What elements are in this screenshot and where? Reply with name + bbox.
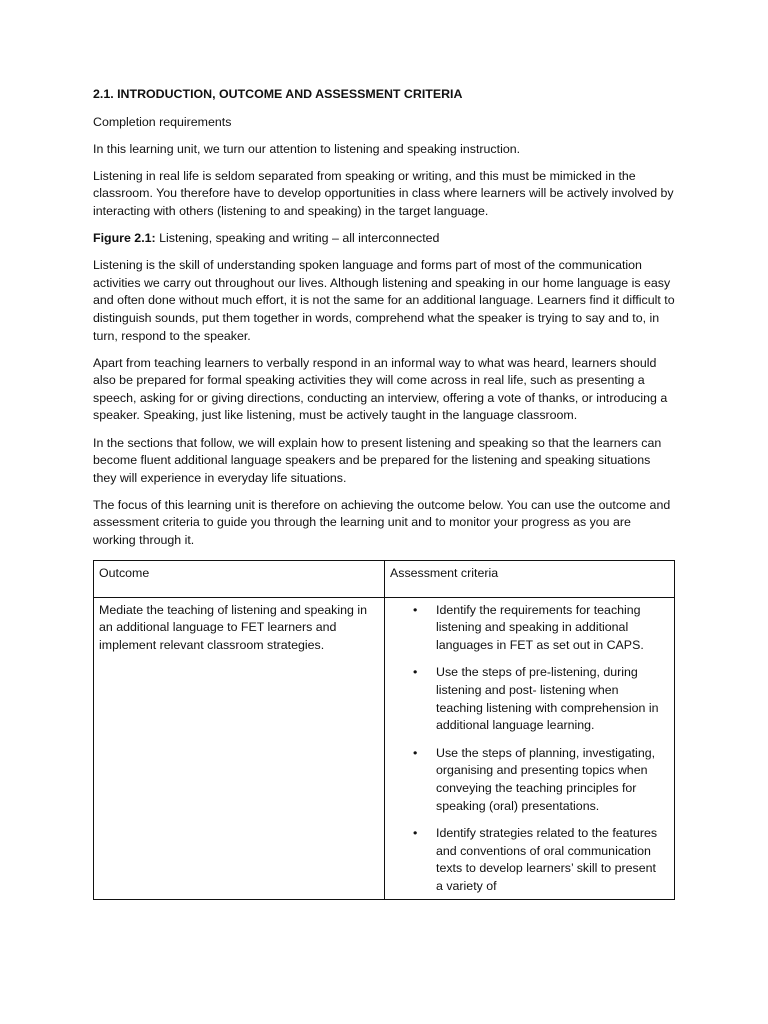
sections-paragraph: In the sections that follow, we will explain how to present listening and speaking so that the learners can become fluent additional language speakers and be prepared for the listening and speaking situations they will experience in everyday life situations. xyxy=(93,435,662,485)
figure-caption-text: Listening, speaking and writing – all interconnected xyxy=(155,231,440,246)
criteria-item: • Identify the requirements for teaching listening and speaking in additional languages in FET as set out in CAPS. xyxy=(436,602,668,655)
outcome-cell: Mediate the teaching of listening and speaking in an additional language to FET learners and implement relevant classroom strategies. xyxy=(94,597,385,900)
criteria-cell xyxy=(385,597,675,900)
table-header-row xyxy=(94,560,675,597)
outcome-table xyxy=(93,560,675,901)
criteria-item: • Use the steps of pre-listening, during listening and post- listening when teaching listening with comprehension in additional language learning. xyxy=(436,664,668,734)
real-life-paragraph: Listening in real life is seldom separated from speaking or writing, and this must be mimicked in the classroom. You therefore have to develop opportunities in class where learners will be actively involved by interacting with others (listening to and speaking) in the target language. xyxy=(93,168,674,218)
criteria-item: • Identify strategies related to the features and conventions of oral communication texts to develop learners’ skill to present a variety of xyxy=(436,825,668,895)
table-row xyxy=(94,597,675,900)
listening-paragraph: Listening is the skill of understanding spoken language and forms part of most of the communication activities we carry out throughout our lives. Although listening and speaking in our home language is easy and often done without much effort, it is not the same for an additional language. Learners find it difficult to distinguish sounds, put them together in words, comprehend what the speaker is trying to say and to, in turn, respond to the speaker. xyxy=(93,258,675,343)
document-page xyxy=(93,86,675,900)
completion-requirements: Completion requirements xyxy=(93,114,232,129)
figure-caption xyxy=(93,230,675,248)
header-outcome: Outcome xyxy=(94,560,385,597)
section-heading: 2.1. INTRODUCTION, OUTCOME AND ASSESSMENT CRITERIA xyxy=(93,87,463,101)
intro-paragraph: In this learning unit, we turn our attention to listening and speaking instruction. xyxy=(93,141,521,156)
focus-paragraph: The focus of this learning unit is therefore on achieving the outcome below. You can use the outcome and assessment criteria to guide you through the learning unit and to monitor your progress as you are working through it. xyxy=(93,497,671,547)
speaking-paragraph: Apart from teaching learners to verbally respond in an informal way to what was heard, learners should also be prepared for formal speaking activities they will come across in real life, such as presenting a speech, asking for or giving directions, conducting an interview, offering a vote of thanks, or introducing a speaker. Speaking, just like listening, must be actively taught in the language classroom. xyxy=(93,355,668,423)
criteria-list xyxy=(390,602,668,896)
criteria-item: • Use the steps of planning, investigating, organising and presenting topics when conveying the teaching principles for speaking (oral) presentations. xyxy=(436,745,668,815)
header-assessment-criteria: Assessment criteria xyxy=(385,560,675,597)
figure-label: Figure 2.1: xyxy=(93,231,156,246)
